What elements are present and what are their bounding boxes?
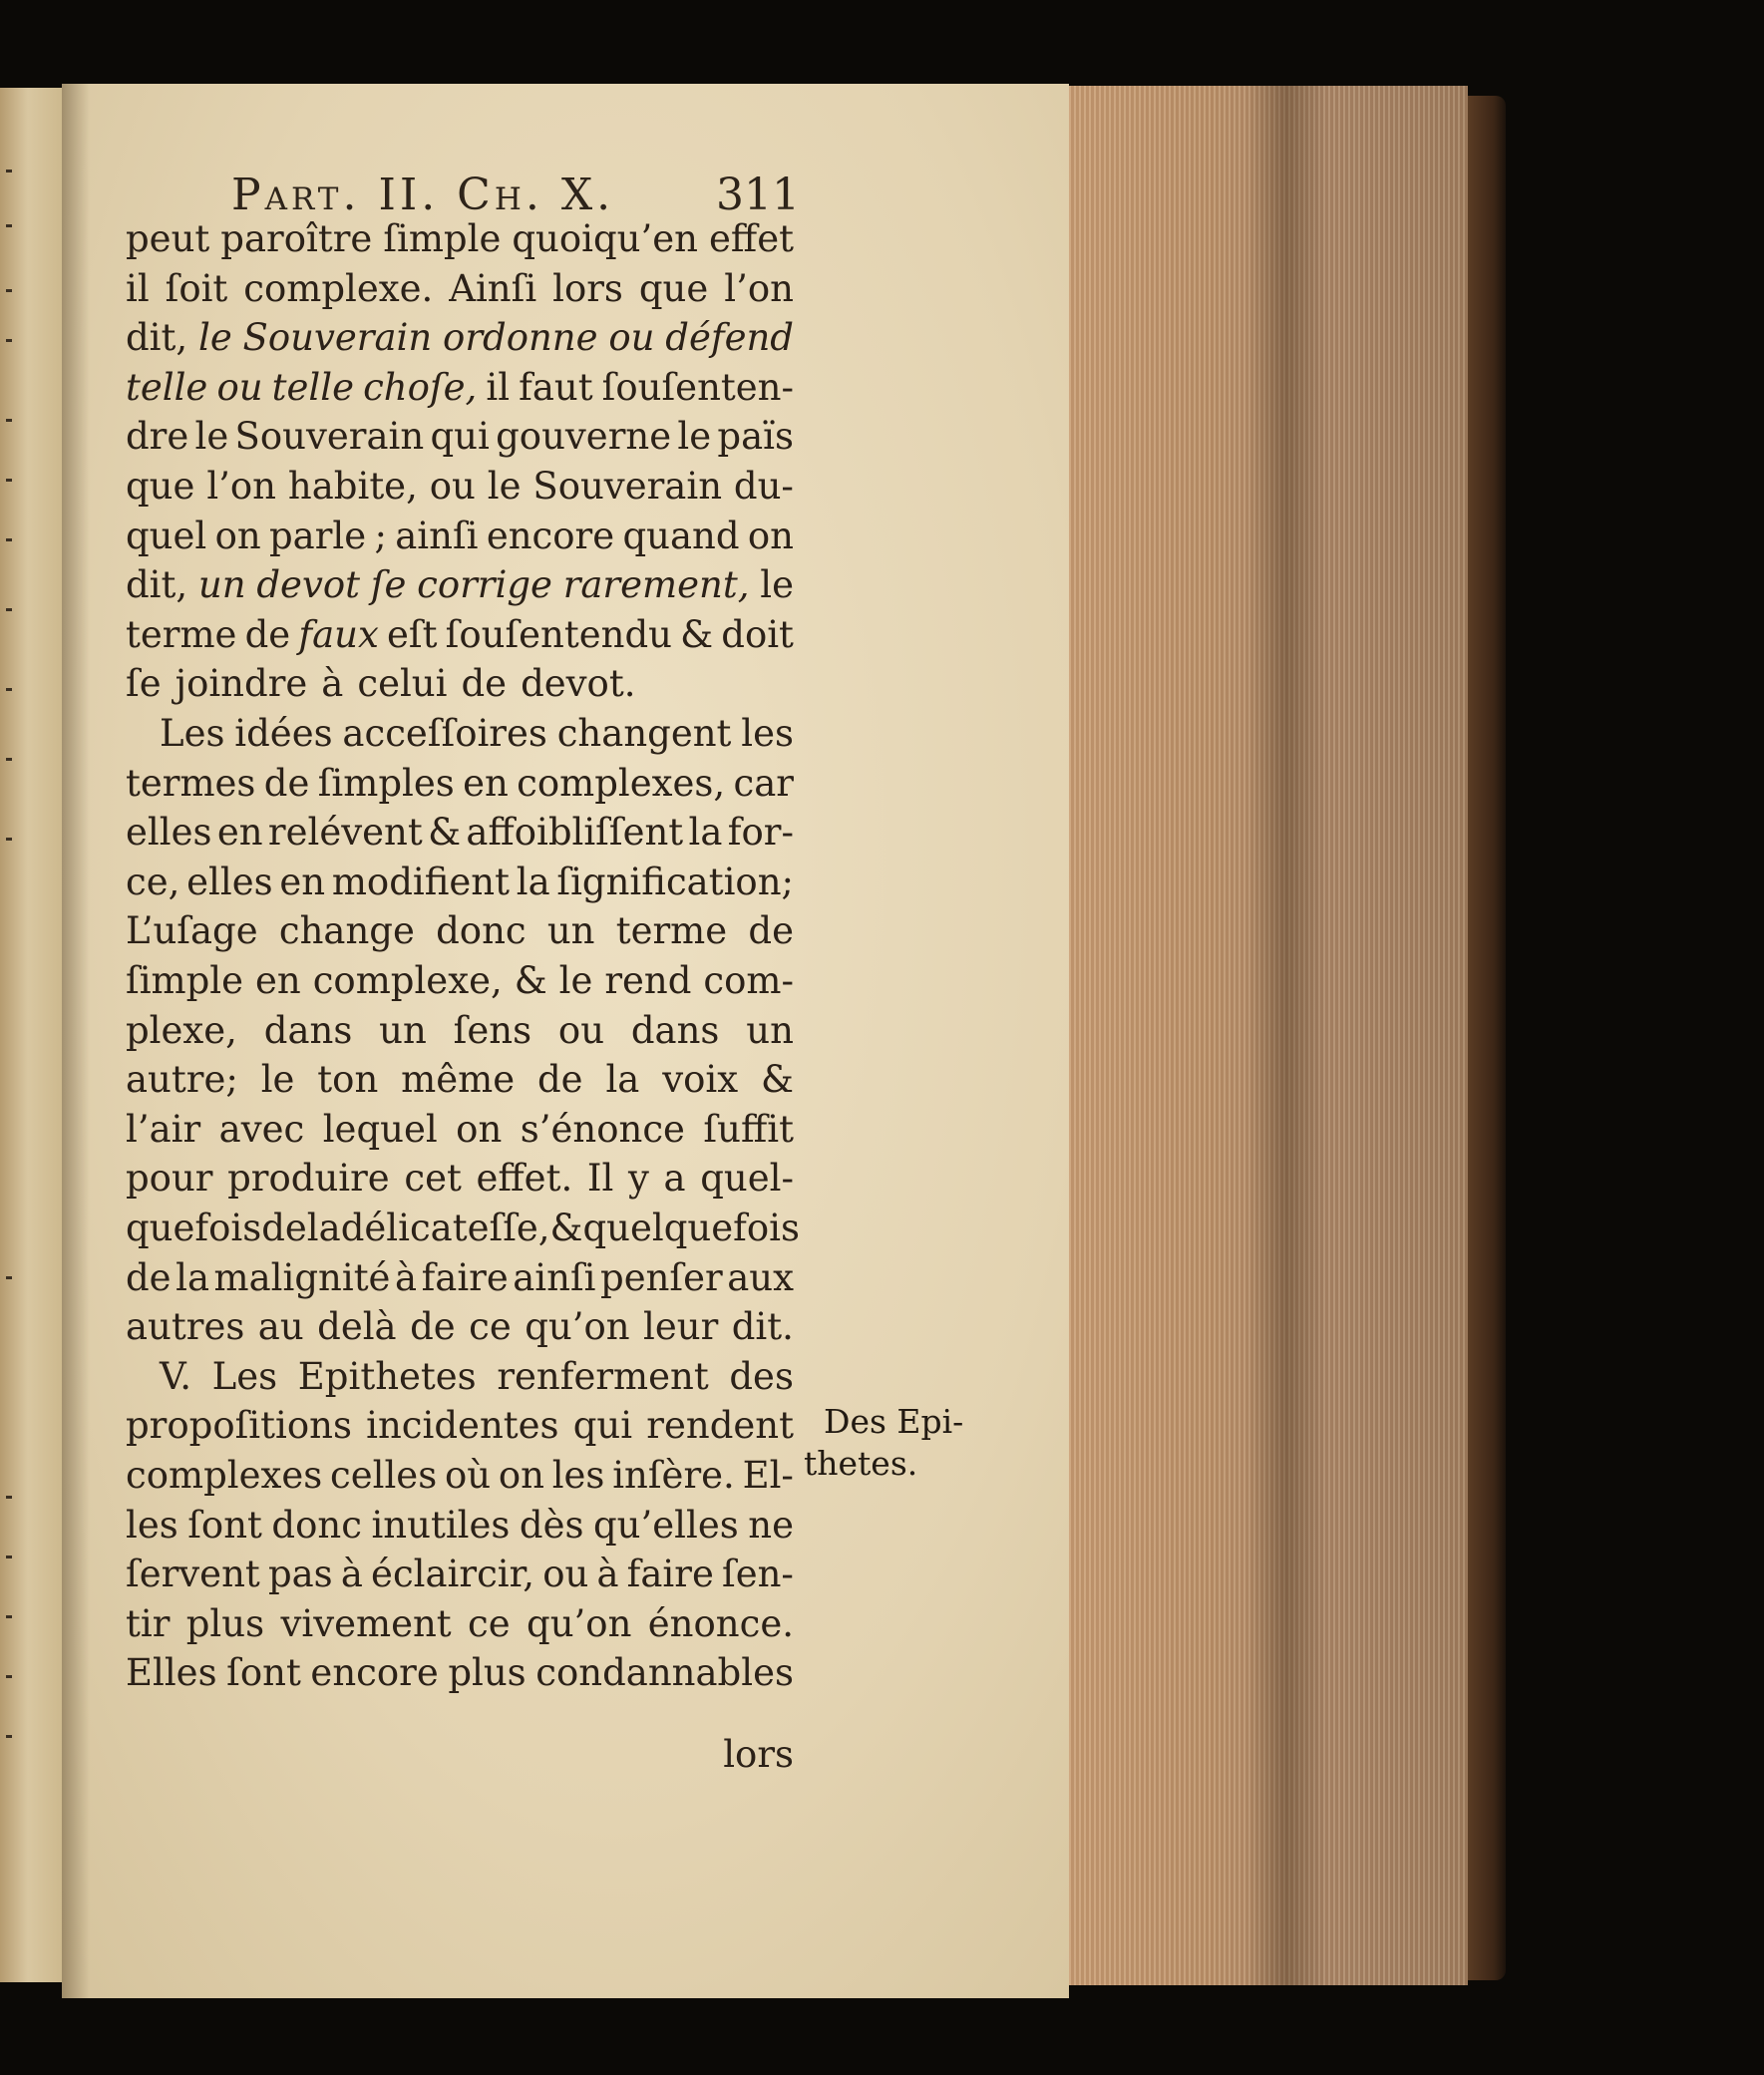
word: le [487, 465, 522, 508]
text-line [126, 610, 794, 660]
word: incidentes [366, 1404, 559, 1447]
word: Epithetes [297, 1355, 477, 1398]
word: la [605, 1058, 640, 1101]
word: dre [126, 415, 189, 458]
text-line [126, 659, 794, 709]
word: il [486, 366, 511, 409]
word: qu’on [525, 1305, 630, 1348]
word: donc [436, 909, 527, 952]
word: terme [126, 613, 237, 656]
word: for- [727, 811, 794, 854]
marginal-note-line: Des Epi- [824, 1402, 964, 1441]
word: la [516, 861, 550, 903]
word: un [197, 563, 246, 606]
word: & [549, 1207, 583, 1249]
word: plexe, [126, 1009, 237, 1052]
word: relévent [267, 811, 423, 854]
left-page-mark [6, 1615, 12, 1618]
text-line [126, 1501, 794, 1551]
word: de [244, 613, 291, 656]
word: ſe [370, 563, 407, 606]
word: ſouſentendu [445, 613, 672, 656]
word: pas [267, 1553, 333, 1595]
word: plus [448, 1651, 527, 1694]
word: celles [330, 1454, 438, 1497]
left-page-mark [6, 1496, 12, 1499]
text-line [160, 1352, 794, 1402]
left-page-mark [6, 1675, 12, 1678]
word: du- [733, 465, 794, 508]
word: delà [317, 1305, 397, 1348]
word: ce, [126, 861, 180, 903]
text-line [126, 462, 794, 512]
word: un [746, 1009, 794, 1052]
fore-edge-shadow [1246, 86, 1326, 1985]
left-page-mark [6, 170, 12, 173]
word: effet. [476, 1157, 573, 1200]
word: ſouſenten- [601, 366, 794, 409]
word: changent [556, 712, 732, 755]
word: parle [268, 515, 367, 557]
word: Les [160, 712, 225, 755]
word: à [340, 1553, 363, 1595]
word: autres [126, 1305, 245, 1348]
word: dans [263, 1009, 353, 1052]
text-line [126, 1055, 794, 1105]
word: & [514, 959, 547, 1002]
word: L’uſage [126, 909, 258, 952]
word: ou [557, 1009, 605, 1052]
word: complexes, [517, 762, 726, 805]
word: corrige [417, 563, 552, 606]
word: affoibliſſent [466, 811, 684, 854]
word: quoiqu’en [512, 217, 698, 260]
word: telle [126, 366, 208, 409]
word: inſère. [612, 1454, 735, 1497]
word: elles [186, 861, 273, 903]
left-page-mark [6, 758, 12, 761]
catchword: lors [723, 1733, 794, 1776]
word: car [733, 762, 794, 805]
word: défend [665, 316, 794, 359]
text-line [126, 1006, 794, 1056]
word: devot [256, 563, 360, 606]
page-number: 311 [716, 170, 800, 220]
word: & [761, 1058, 794, 1101]
word: a [663, 1157, 686, 1200]
left-page-mark [6, 1276, 12, 1279]
word: ne [748, 1504, 794, 1547]
left-page-mark [6, 339, 12, 342]
word: & [428, 811, 462, 854]
word: autre; [126, 1058, 238, 1101]
word: un [379, 1009, 427, 1052]
word: on [214, 515, 261, 557]
word: effet [709, 217, 794, 260]
word: on [747, 515, 794, 557]
word: produire [227, 1157, 390, 1200]
word: ce [468, 1602, 511, 1645]
word: païs [717, 415, 794, 458]
left-page-mark [6, 419, 12, 422]
text-line [126, 1599, 794, 1649]
word: ainſi [395, 515, 479, 557]
word: devot. [521, 662, 636, 705]
text-line [126, 412, 794, 462]
previous-page-edge [0, 88, 64, 1982]
word: faux [298, 613, 379, 656]
word: Souverain [242, 316, 433, 359]
word: ordonne [443, 316, 598, 359]
word: faut [519, 366, 593, 409]
word: propoſitions [126, 1404, 352, 1447]
word: ſoit [165, 267, 228, 310]
text-line [126, 759, 794, 809]
word: l’air [126, 1108, 201, 1151]
word: le [558, 959, 593, 1002]
word: le [677, 415, 712, 458]
word: peut [126, 217, 210, 260]
word: com- [703, 959, 794, 1002]
word: encore [486, 515, 615, 557]
text-line [126, 214, 794, 264]
word: Il [586, 1157, 614, 1200]
word: terme [615, 909, 728, 952]
word: quand [622, 515, 740, 557]
word: ou [429, 465, 476, 508]
word: Ainſi [449, 267, 537, 310]
word: V. [160, 1355, 192, 1398]
word: on [456, 1108, 503, 1151]
word: lequel [322, 1108, 438, 1151]
word: de [537, 1058, 583, 1101]
word: elles [126, 811, 212, 854]
text-line [126, 363, 794, 413]
word: des [729, 1355, 794, 1398]
word: que [638, 267, 709, 310]
text-line [126, 1154, 794, 1204]
word: à [321, 662, 344, 705]
word: ſimples [317, 762, 455, 805]
text-line [126, 1253, 794, 1303]
word: qui [572, 1404, 633, 1447]
word: ſens [453, 1009, 532, 1052]
text-line [126, 858, 794, 907]
word: ſont [226, 1651, 301, 1694]
word: renferment [497, 1355, 709, 1398]
marginal-note-line: thetes. [804, 1444, 918, 1483]
word: où [444, 1454, 492, 1497]
word: dans [630, 1009, 720, 1052]
word: dit. [731, 1305, 794, 1348]
text-line [126, 313, 794, 363]
word: qu’on [527, 1602, 632, 1645]
word: le [260, 1058, 295, 1101]
word: acceſſoires [342, 712, 547, 755]
word: penſer [600, 1256, 723, 1299]
word: quel [126, 515, 207, 557]
word: de [261, 1207, 307, 1249]
word: en [279, 861, 326, 903]
left-page-mark [6, 608, 12, 611]
word: ce [469, 1305, 512, 1348]
word: l’on [206, 465, 277, 508]
word: on [498, 1454, 544, 1497]
word: vivement [280, 1602, 452, 1645]
word: qui [430, 415, 490, 458]
word: encore [310, 1651, 439, 1694]
left-page-mark [6, 688, 12, 691]
word: plus [185, 1602, 265, 1645]
text-line [126, 1401, 794, 1451]
word: quel- [700, 1157, 794, 1200]
word: de [748, 909, 794, 952]
word: change [278, 909, 415, 952]
word: les [741, 712, 794, 755]
word: la [176, 1256, 210, 1299]
word: de [410, 1305, 456, 1348]
word: choſe, [363, 366, 478, 409]
word: telle [271, 366, 354, 409]
word: Elles [126, 1651, 217, 1694]
word: Souverain [532, 465, 723, 508]
word: les [126, 1504, 178, 1547]
word: il [126, 267, 150, 310]
word: ou [608, 316, 655, 359]
word: le [194, 415, 229, 458]
word: y [627, 1157, 649, 1200]
word: malignité [213, 1256, 391, 1299]
word: idées [234, 712, 333, 755]
word: ſe [126, 662, 162, 705]
word: voix [662, 1058, 739, 1101]
word: à [596, 1553, 619, 1595]
word: gouverne [496, 415, 672, 458]
word: éclaircir, [371, 1553, 535, 1595]
word: même [401, 1058, 516, 1101]
word: un [546, 909, 595, 952]
text-line [126, 956, 794, 1006]
word: ſuffit [703, 1108, 794, 1151]
text-line [126, 560, 794, 610]
word: qu’elles [592, 1504, 739, 1547]
word: quefois [126, 1207, 262, 1249]
word: délicateſſe, [340, 1207, 550, 1249]
left-page-mark [6, 479, 12, 482]
word: modifient [331, 861, 510, 903]
word: dès [519, 1504, 584, 1547]
word: complexe, [312, 959, 503, 1002]
text-line [126, 1105, 794, 1155]
text-line [126, 264, 794, 314]
word: le [760, 563, 794, 606]
word: rarement, [562, 563, 750, 606]
word: ſimple [383, 217, 502, 260]
word: faire [626, 1553, 714, 1595]
word: ſignification; [556, 861, 794, 903]
running-head: Part. II. Ch. X. [231, 170, 615, 220]
left-page-mark [6, 838, 12, 841]
word: ton [317, 1058, 379, 1101]
word: rend [604, 959, 692, 1002]
text-line [126, 1302, 794, 1352]
word: Souverain [234, 415, 425, 458]
text-line [160, 709, 794, 759]
word: inutiles [371, 1504, 511, 1547]
text-line [126, 1550, 794, 1599]
word: paroître [220, 217, 373, 260]
left-page-mark [6, 1735, 12, 1738]
word: donc [271, 1504, 362, 1547]
word: dit, [126, 316, 188, 359]
word: rendent [646, 1404, 794, 1447]
word: termes [126, 762, 256, 805]
word: Les [211, 1355, 278, 1398]
word: le [197, 316, 232, 359]
word: aux [727, 1256, 794, 1299]
text-line [126, 906, 794, 956]
left-page-mark [6, 224, 12, 227]
text-line [126, 1204, 800, 1253]
word: l’on [724, 267, 794, 310]
left-page-mark [6, 538, 12, 541]
word: ou [542, 1553, 589, 1595]
word: leur [643, 1305, 719, 1348]
gutter-shadow [62, 84, 90, 1998]
word: en [255, 959, 301, 1002]
word: ou [216, 366, 263, 409]
word: s’énonce [520, 1108, 685, 1151]
word: ſervent [126, 1553, 260, 1595]
book-cover-edge [1468, 96, 1506, 1980]
word: que [126, 465, 195, 508]
word: faire [421, 1256, 509, 1299]
word: ſimple [126, 959, 244, 1002]
word: de [126, 1256, 172, 1299]
word: & [680, 613, 714, 656]
word: à [394, 1256, 418, 1299]
text-line [126, 1648, 794, 1698]
word: de [461, 662, 508, 705]
word: en [463, 762, 509, 805]
word: ſont [187, 1504, 262, 1547]
text-line [126, 808, 794, 858]
word: la [688, 811, 723, 854]
word: tir [126, 1602, 171, 1645]
word: habite, [287, 465, 418, 508]
left-page-mark [6, 1556, 12, 1558]
word: au [257, 1305, 304, 1348]
word: eſt [387, 613, 438, 656]
word: complexe. [243, 267, 434, 310]
word: de [263, 762, 310, 805]
word: cet [404, 1157, 462, 1200]
word: El- [742, 1454, 794, 1497]
text-line [126, 512, 794, 561]
word: avec [218, 1108, 305, 1151]
word: joindre [175, 662, 308, 705]
text-line [126, 1451, 794, 1501]
word: ſen- [722, 1553, 794, 1595]
word: la [306, 1207, 341, 1249]
word: dit, [126, 563, 188, 606]
word: ainſi [513, 1256, 596, 1299]
word: complexes [126, 1454, 323, 1497]
word: ; [374, 515, 387, 557]
word: pour [126, 1157, 213, 1200]
word: quelquefois [582, 1207, 800, 1249]
word: les [551, 1454, 605, 1497]
word: condannables [535, 1651, 794, 1694]
word: doit [721, 613, 794, 656]
left-page-mark [6, 289, 12, 292]
word: lors [552, 267, 623, 310]
word: celui [357, 662, 448, 705]
word: en [216, 811, 263, 854]
word: énonce. [647, 1602, 794, 1645]
